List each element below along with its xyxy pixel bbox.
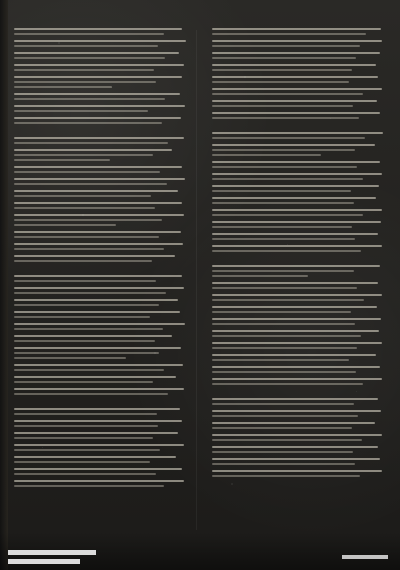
directory-text-line <box>14 449 160 451</box>
directory-entry <box>10 468 190 475</box>
directory-text-line <box>212 69 352 71</box>
directory-entry <box>208 209 388 216</box>
directory-text-line <box>14 323 185 325</box>
directory-text-line <box>212 359 349 361</box>
directory-text-line <box>212 403 354 405</box>
directory-text-line <box>14 352 159 354</box>
directory-text-line <box>14 214 184 216</box>
directory-entry <box>10 64 190 71</box>
directory-text-line <box>212 132 383 134</box>
directory-entry <box>208 112 388 119</box>
directory-entry <box>208 64 388 71</box>
directory-text-line <box>14 413 157 415</box>
directory-entry <box>208 378 388 385</box>
directory-entry <box>208 330 388 337</box>
directory-text-line <box>212 190 351 192</box>
directory-text-line <box>212 88 382 90</box>
directory-entry <box>208 100 388 107</box>
directory-entry <box>10 214 190 226</box>
directory-entry <box>10 311 190 318</box>
directory-text-line <box>14 304 159 306</box>
directory-text-line <box>212 366 380 368</box>
directory-text-line <box>14 473 156 475</box>
directory-entry <box>10 364 190 371</box>
directory-text-line <box>212 93 363 95</box>
directory-entry <box>10 190 190 197</box>
directory-text-line <box>14 311 180 313</box>
directory-text-line <box>14 316 150 318</box>
directory-text-line <box>14 393 168 395</box>
directory-entry <box>208 28 388 35</box>
directory-text-line <box>14 328 163 330</box>
directory-text-line <box>14 437 153 439</box>
directory-entry <box>10 117 190 124</box>
directory-text-line <box>14 347 181 349</box>
directory-text-line <box>14 425 158 427</box>
directory-text-line <box>212 197 376 199</box>
directory-text-line <box>212 410 381 412</box>
directory-entry <box>208 173 388 180</box>
directory-entry <box>208 398 388 405</box>
directory-text-line <box>14 219 162 221</box>
directory-entry <box>208 422 388 429</box>
scan-speck <box>244 76 246 78</box>
directory-text-line <box>14 122 162 124</box>
directory-text-line <box>212 202 354 204</box>
directory-text-line <box>212 76 378 78</box>
scan-speck <box>287 244 288 245</box>
directory-text-line <box>212 245 382 247</box>
directory-text-line <box>212 137 365 139</box>
directory-text-line <box>212 226 352 228</box>
directory-entry <box>10 243 190 250</box>
directory-text-line <box>14 69 154 71</box>
directory-text-line <box>14 369 164 371</box>
directory-entry <box>10 388 190 395</box>
scan-speck <box>42 447 43 448</box>
directory-text-line <box>212 434 382 436</box>
directory-text-line <box>212 439 362 441</box>
directory-text-line <box>212 347 357 349</box>
directory-text-line <box>14 64 184 66</box>
library-logo <box>8 550 96 564</box>
directory-entry <box>10 255 190 262</box>
directory-text-line <box>212 52 380 54</box>
directory-text-line <box>14 76 182 78</box>
directory-text-line <box>212 294 382 296</box>
directory-entry <box>10 275 190 282</box>
directory-entry <box>208 470 388 477</box>
directory-text-line <box>14 117 181 119</box>
directory-text-line <box>14 432 178 434</box>
directory-entry <box>208 132 388 139</box>
directory-text-line <box>14 420 182 422</box>
directory-text-line <box>212 33 366 35</box>
directory-text-line <box>14 98 165 100</box>
directory-entry <box>10 52 190 59</box>
directory-text-line <box>212 209 382 211</box>
directory-text-line <box>14 468 182 470</box>
directory-entry <box>208 366 388 373</box>
directory-text-line <box>14 280 156 282</box>
directory-text-line <box>14 364 183 366</box>
directory-text-line <box>14 335 172 337</box>
directory-text-line <box>14 105 185 107</box>
directory-text-line <box>212 446 378 448</box>
viewer-label <box>342 555 388 559</box>
directory-text-line <box>212 451 353 453</box>
directory-entry <box>10 28 190 35</box>
scan-left-edge <box>0 0 8 570</box>
directory-text-line <box>212 40 382 42</box>
directory-entry <box>10 166 190 173</box>
directory-text-line <box>14 444 184 446</box>
directory-text-line <box>14 456 176 458</box>
directory-text-line <box>212 378 382 380</box>
directory-text-line <box>14 260 152 262</box>
directory-text-line <box>14 142 168 144</box>
scan-speck <box>111 87 112 88</box>
directory-text-line <box>212 144 375 146</box>
directory-text-line <box>212 166 357 168</box>
scan-speck <box>154 352 156 354</box>
directory-text-line <box>14 154 153 156</box>
directory-text-line <box>212 306 377 308</box>
directory-entry <box>208 410 388 417</box>
directory-text-line <box>14 190 178 192</box>
directory-entry <box>10 149 190 161</box>
directory-entry <box>10 480 190 487</box>
directory-text-line <box>212 270 354 272</box>
directory-text-line <box>14 110 148 112</box>
directory-text-line <box>14 166 182 168</box>
directory-text-line <box>212 287 357 289</box>
directory-text-line <box>14 45 158 47</box>
directory-entry <box>10 40 190 47</box>
directory-entry <box>10 347 190 359</box>
directory-entry <box>208 233 388 240</box>
directory-text-line <box>212 311 351 313</box>
directory-text-line <box>212 415 358 417</box>
directory-entry <box>208 282 388 289</box>
directory-text-line <box>212 154 321 156</box>
directory-entry <box>10 93 190 100</box>
directory-text-line <box>212 149 355 151</box>
directory-text-line <box>14 231 181 233</box>
library-logo-mark-top <box>8 550 96 555</box>
scan-speck <box>58 42 60 44</box>
directory-text-line <box>212 214 363 216</box>
directory-text-line <box>14 159 110 161</box>
directory-entry <box>10 456 190 463</box>
directory-entry <box>208 446 388 453</box>
directory-text-line <box>212 470 382 472</box>
directory-text-line <box>212 342 382 344</box>
directory-text-line <box>14 287 184 289</box>
directory-text-line <box>14 357 126 359</box>
directory-text-line <box>212 318 381 320</box>
directory-text-line <box>212 335 361 337</box>
directory-text-line <box>212 427 352 429</box>
directory-text-line <box>212 282 378 284</box>
directory-text-line <box>14 292 166 294</box>
directory-text-line <box>14 93 180 95</box>
directory-text-line <box>14 57 165 59</box>
directory-entry <box>208 161 388 168</box>
directory-text-line <box>14 171 160 173</box>
directory-text-line <box>14 485 164 487</box>
directory-text-line <box>14 183 167 185</box>
directory-entry <box>208 434 388 441</box>
directory-text-line <box>14 243 183 245</box>
directory-text-line <box>212 265 380 267</box>
right-text-column <box>208 28 388 534</box>
directory-text-line <box>14 40 186 42</box>
directory-entry <box>208 458 388 465</box>
directory-text-line <box>212 398 378 400</box>
directory-text-line <box>14 376 176 378</box>
directory-text-line <box>212 57 356 59</box>
directory-text-line <box>14 461 150 463</box>
directory-entry <box>208 318 388 325</box>
directory-text-line <box>14 81 156 83</box>
directory-text-line <box>14 388 184 390</box>
directory-entry <box>208 76 388 83</box>
directory-text-line <box>14 207 155 209</box>
directory-entry <box>208 306 388 313</box>
directory-text-line <box>14 381 153 383</box>
directory-text-line <box>212 233 378 235</box>
directory-entry <box>208 294 388 301</box>
directory-entry <box>10 202 190 209</box>
directory-text-line <box>14 137 184 139</box>
directory-entry <box>10 323 190 330</box>
directory-entry <box>10 432 190 439</box>
directory-text-line <box>212 458 380 460</box>
directory-text-line <box>212 64 376 66</box>
directory-entry <box>10 335 190 342</box>
directory-text-line <box>212 383 363 385</box>
scan-speck <box>231 483 233 485</box>
directory-text-line <box>14 178 185 180</box>
directory-text-line <box>212 100 377 102</box>
directory-text-line <box>212 112 380 114</box>
directory-entry <box>208 354 388 361</box>
directory-text-line <box>212 275 308 277</box>
directory-text-line <box>14 236 159 238</box>
directory-text-line <box>212 105 353 107</box>
directory-text-line <box>14 275 182 277</box>
directory-entry <box>208 245 388 252</box>
directory-text-line <box>14 202 182 204</box>
directory-entry <box>208 40 388 47</box>
directory-text-line <box>212 250 361 252</box>
directory-text-line <box>14 33 164 35</box>
column-divider <box>196 30 197 530</box>
directory-text-line <box>212 330 379 332</box>
directory-text-line <box>14 149 172 151</box>
scan-speck <box>356 391 357 392</box>
directory-text-line <box>212 161 380 163</box>
directory-entry <box>208 88 388 95</box>
directory-entry <box>10 299 190 306</box>
directory-entry <box>10 231 190 238</box>
directory-text-line <box>14 195 151 197</box>
directory-text-line <box>212 221 381 223</box>
directory-text-line <box>14 340 155 342</box>
directory-entry <box>10 444 190 451</box>
directory-entry <box>10 408 190 415</box>
directory-entry <box>208 144 388 156</box>
directory-entry <box>10 420 190 427</box>
directory-text-line <box>212 371 356 373</box>
directory-text-line <box>212 117 359 119</box>
directory-entry <box>208 221 388 228</box>
directory-text-line <box>212 475 360 477</box>
library-logo-mark-bottom <box>8 559 80 564</box>
scan-speck <box>330 118 331 119</box>
directory-entry <box>208 52 388 59</box>
left-text-column <box>10 28 190 534</box>
directory-text-line <box>212 299 364 301</box>
directory-entry <box>208 185 388 192</box>
directory-entry <box>10 137 190 144</box>
directory-text-line <box>212 323 355 325</box>
directory-entry <box>10 287 190 294</box>
directory-text-line <box>14 86 112 88</box>
directory-text-line <box>212 45 360 47</box>
directory-text-line <box>212 178 363 180</box>
directory-entry <box>208 265 388 277</box>
directory-entry <box>208 342 388 349</box>
directory-text-line <box>212 463 355 465</box>
scan-speck <box>82 214 84 216</box>
directory-text-line <box>212 422 375 424</box>
directory-text-line <box>14 52 179 54</box>
directory-text-line <box>14 480 184 482</box>
directory-text-line <box>212 81 349 83</box>
directory-entry <box>10 376 190 383</box>
directory-text-line <box>14 28 182 30</box>
directory-text-line <box>14 408 180 410</box>
directory-entry <box>208 197 388 204</box>
directory-text-line <box>14 299 178 301</box>
footer-band <box>0 532 400 570</box>
directory-entry <box>10 76 190 88</box>
directory-text-line <box>212 354 376 356</box>
directory-entry <box>10 105 190 112</box>
directory-text-line <box>212 28 381 30</box>
directory-text-line <box>212 238 355 240</box>
directory-text-line <box>212 185 379 187</box>
directory-text-line <box>212 173 382 175</box>
directory-text-line <box>14 224 116 226</box>
directory-text-line <box>14 248 164 250</box>
directory-entry <box>10 178 190 185</box>
directory-text-line <box>14 255 175 257</box>
